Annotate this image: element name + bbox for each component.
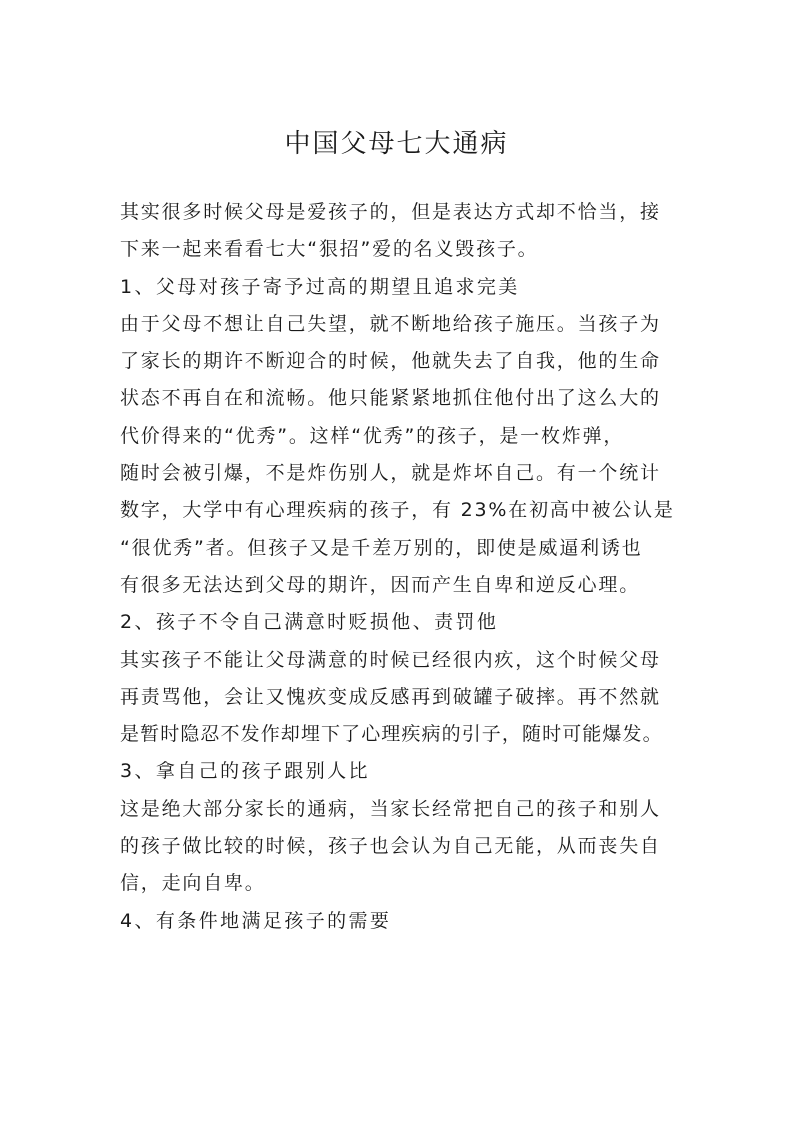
paragraph-line: 数字，大学中有心理疾病的孩子，有 23%在初高中被公认是 (120, 499, 675, 522)
section-heading: 2、孩子不令自己满意时贬损他、责罚他 (120, 611, 499, 634)
document-body (120, 194, 686, 940)
section-heading: 1、父母对孩子寄予过高的期望且追求完美 (120, 275, 520, 298)
paragraph-line: 有很多无法达到父母的期许，因而产生自卑和逆反心理。 (120, 573, 641, 596)
paragraph-line: 再责骂他，会让又愧疚变成反感再到破罐子破摔。再不然就 (120, 685, 661, 708)
document-title: 中国父母七大通病 (284, 129, 509, 159)
paragraph-line: “很优秀”者。但孩子又是千差万别的，即使是威逼利诱也 (120, 536, 643, 559)
paragraph-line: 随时会被引爆，不是炸伤别人，就是炸坏自己。有一个统计 (120, 462, 661, 485)
paragraph-line: 代价得来的“优秀”。这样“优秀”的孩子，是一枚炸弹， (120, 424, 625, 447)
paragraph-line: 这是绝大部分家长的通病，当家长经常把自己的孩子和别人 (120, 797, 661, 820)
paragraph-line: 是暂时隐忍不发作却埋下了心理疾病的引子，随时可能爆发。 (120, 723, 663, 746)
paragraph-line: 信，走向自卑。 (120, 872, 266, 895)
paragraph-line: 的孩子做比较的时候，孩子也会认为自己无能，从而丧失自 (120, 835, 661, 858)
paragraph-line: 其实孩子不能让父母满意的时候已经很内疚，这个时候父母 (120, 648, 661, 671)
paragraph-line: 下来一起来看看七大“狠招”爱的名义毁孩子。 (120, 238, 539, 261)
section-heading: 3、拿自己的孩子跟别人比 (120, 760, 370, 783)
paragraph-line: 状态不再自在和流畅。他只能紧紧地抓住他付出了这么大的 (120, 387, 661, 410)
paragraph-line: 其实很多时候父母是爱孩子的，但是表达方式却不恰当，接 (120, 201, 661, 223)
paragraph-line: 了家长的期许不断迎合的时候，他就失去了自我，他的生命 (120, 350, 661, 373)
paragraph-line: 由于父母不想让自己失望，就不断地给孩子施压。当孩子为 (120, 312, 661, 335)
section-heading: 4、有条件地满足孩子的需要 (120, 909, 392, 932)
